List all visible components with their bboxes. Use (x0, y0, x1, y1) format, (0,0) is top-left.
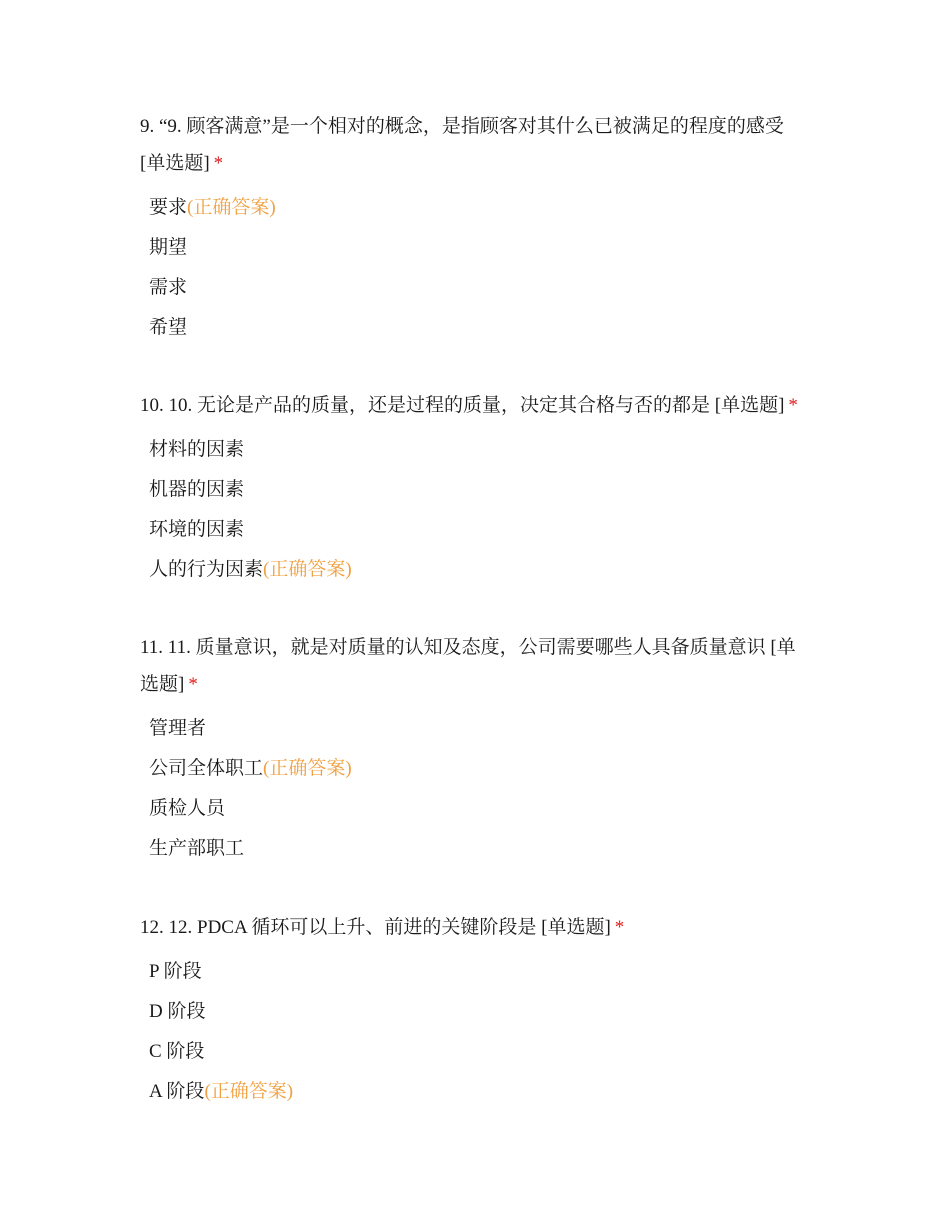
option-text: 质检人员 (149, 798, 226, 819)
option-item[interactable] (140, 789, 810, 829)
option-text: D 阶段 (149, 1001, 206, 1022)
required-star: * (213, 153, 224, 174)
required-star: * (788, 395, 798, 416)
option-text: 希望 (149, 317, 188, 338)
question-12 (140, 909, 810, 1112)
option-item[interactable] (140, 550, 810, 590)
option-item[interactable] (140, 470, 810, 510)
required-star: * (614, 917, 625, 938)
option-text: 生产部职工 (149, 838, 245, 859)
option-text: 人的行为因素 (149, 559, 264, 580)
option-text: 需求 (149, 277, 188, 298)
question-11 (140, 629, 810, 869)
question-title: 12. 12. PDCA 循环可以上升、前进的关键阶段是 [单选题] * (140, 917, 625, 938)
question-title: 11. 11. 质量意识，就是对质量的认知及态度，公司需要哪些人具备质量意识 [单选题] * (140, 637, 796, 695)
option-item[interactable] (140, 1072, 810, 1112)
option-list (140, 709, 810, 869)
option-list (140, 430, 810, 590)
option-item[interactable] (140, 188, 810, 228)
correct-answer-tag: (正确答案) (263, 758, 352, 779)
option-text: 机器的因素 (149, 479, 245, 500)
option-item[interactable] (140, 952, 810, 992)
option-item[interactable] (140, 829, 810, 869)
option-item[interactable] (140, 749, 810, 789)
question-10 (140, 387, 810, 590)
option-text: 管理者 (149, 718, 207, 739)
option-item[interactable] (140, 709, 810, 749)
required-star: * (188, 674, 198, 695)
question-title: 9. “9. 顾客满意”是一个相对的概念，是指顾客对其什么已被满足的程度的感受 [单选题] * (140, 116, 784, 174)
option-list (140, 188, 810, 348)
option-text: 环境的因素 (149, 519, 245, 540)
option-item[interactable] (140, 992, 810, 1032)
correct-answer-tag: (正确答案) (204, 1081, 294, 1102)
option-text: 材料的因素 (149, 439, 245, 460)
option-text: C 阶段 (149, 1041, 205, 1062)
question-title: 10. 10. 无论是产品的质量，还是过程的质量，决定其合格与否的都是 [单选题] * (140, 395, 798, 416)
question-9 (140, 108, 810, 348)
option-item[interactable] (140, 430, 810, 470)
option-list (140, 952, 810, 1112)
option-item[interactable] (140, 1032, 810, 1072)
option-text: P 阶段 (149, 961, 202, 982)
option-item[interactable] (140, 510, 810, 550)
correct-answer-tag: (正确答案) (263, 559, 352, 580)
option-item[interactable] (140, 268, 810, 308)
option-item[interactable] (140, 228, 810, 268)
option-text: 期望 (149, 237, 188, 258)
option-text: 要求 (149, 197, 188, 218)
correct-answer-tag: (正确答案) (187, 197, 276, 218)
option-text: 公司全体职工 (149, 758, 264, 779)
option-item[interactable] (140, 308, 810, 348)
option-text: A 阶段 (149, 1081, 205, 1102)
